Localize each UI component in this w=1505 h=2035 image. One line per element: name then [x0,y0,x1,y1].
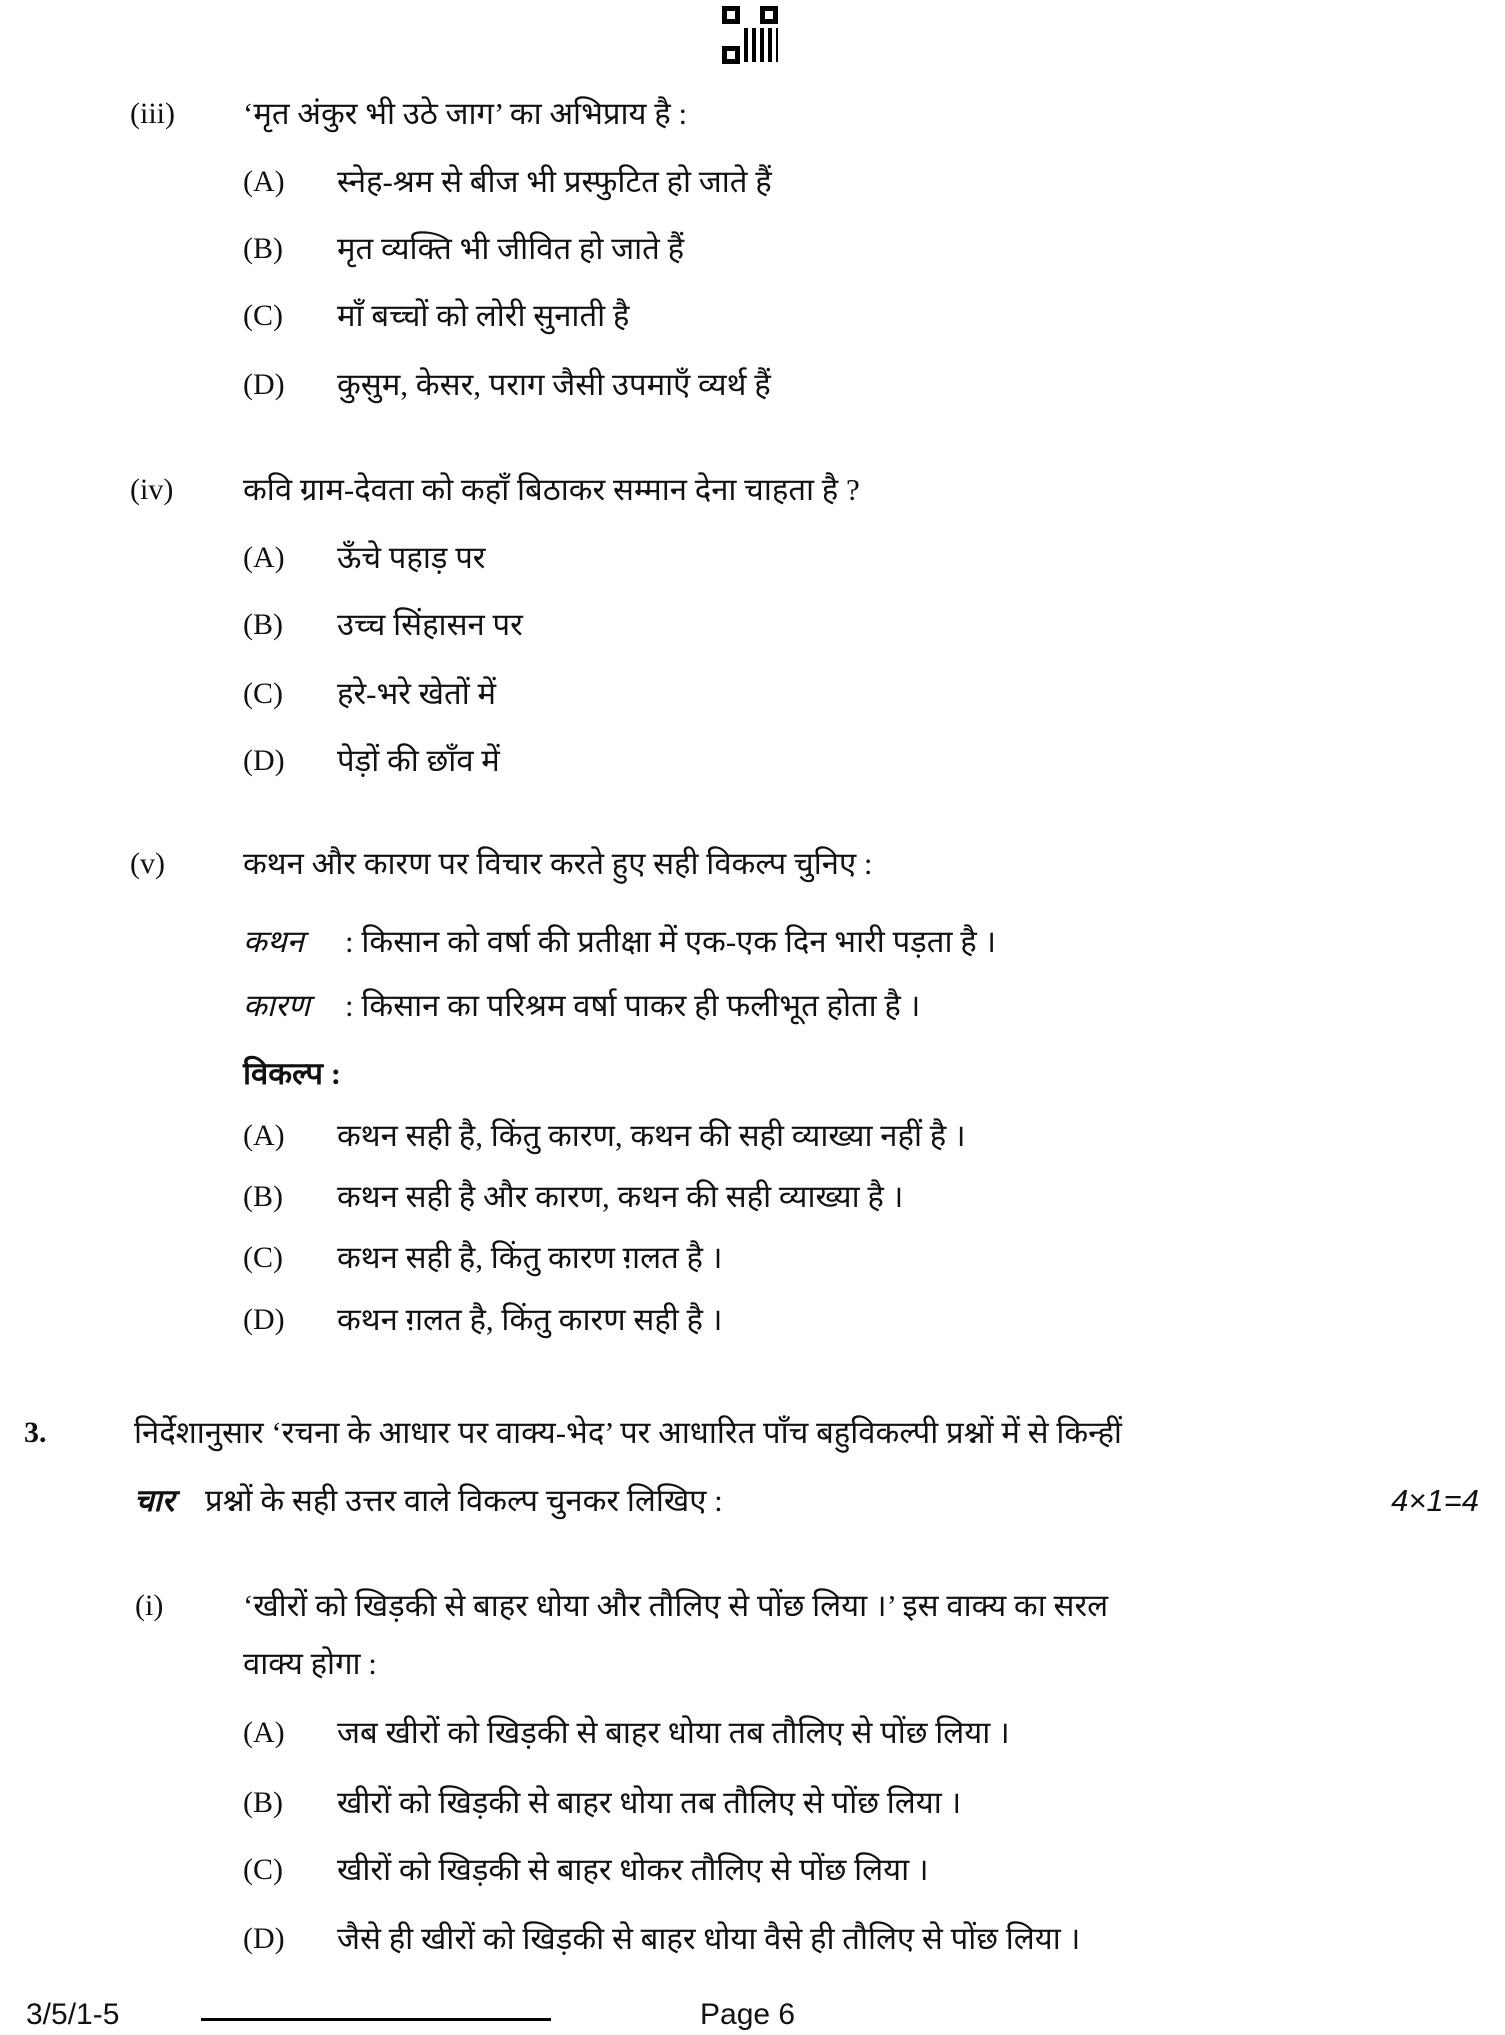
option-text: कथन सही है, किंतु कारण ग़लत है । [337,1240,723,1275]
option-label: (D) [243,368,285,401]
option-text: हरे-भरे खेतों में [337,676,497,711]
question-text: ‘मृत अंकुर भी उठे जाग’ का अभिप्राय है : [243,96,688,131]
option-text: जैसे ही खीरों को खिड़की से बाहर धोया वैसे ही तौलिए से पोंछ लिया । [337,1921,1081,1956]
option-label: (D) [243,1303,285,1336]
footer-divider [201,2018,551,2021]
option-text: कथन सही है, किंतु कारण, कथन की सही व्याख्या नहीं है । [337,1118,966,1153]
option-text: मृत व्यक्ति भी जीवित हो जाते हैं [337,231,685,266]
paper-code: 3/5/1-5 [26,1998,120,2031]
question-text: निर्देशानुसार ‘रचना के आधार पर वाक्य-भेद’ पर आधारित पाँच बहुविकल्पी प्रश्नों में से किन्हीं [134,1415,1122,1450]
option-text: खीरों को खिड़की से बाहर धोया तब तौलिए से पोंछ लिया । [337,1785,962,1820]
question-text: ‘खीरों को खिड़की से बाहर धोया और तौलिए से पोंछ लिया ।’ इस वाक्य का सरल [243,1588,1109,1623]
option-text: स्नेह-श्रम से बीज भी प्रस्फुटित हो जाते हैं [337,164,772,199]
option-label: (B) [243,1180,283,1213]
page-number: Page 6 [700,1998,796,2031]
question-number: (v) [130,847,165,880]
option-label: (C) [243,677,283,710]
option-text: जब खीरों को खिड़की से बाहर धोया तब तौलिए से पोंछ लिया । [337,1715,1010,1750]
option-text: ऊँचे पहाड़ पर [337,540,486,575]
reason-text: : किसान का परिश्रम वर्षा पाकर ही फलीभूत होता है । [345,988,921,1023]
option-label: (D) [243,744,285,777]
option-text: खीरों को खिड़की से बाहर धोकर तौलिए से पोंछ लिया । [337,1852,929,1887]
option-text: पेड़ों की छाँव में [337,743,500,778]
option-label: (B) [243,232,283,265]
option-text: कुसुम, केसर, पराग जैसी उपमाएँ व्यर्थ हैं [337,367,771,402]
question-text: प्रश्नों के सही उत्तर वाले विकल्प चुनकर लिखिए : [205,1483,723,1518]
option-label: (A) [243,165,285,198]
marks: 4×1=4 [1391,1483,1479,1518]
option-text: कथन ग़लत है, किंतु कारण सही है । [337,1302,723,1337]
question-number: (iv) [130,473,174,506]
option-label: (A) [243,541,285,574]
assertion-text: : किसान को वर्षा की प्रतीक्षा में एक-एक दिन भारी पड़ता है । [345,924,997,959]
option-label: (C) [243,1241,283,1274]
option-label: (B) [243,608,283,641]
option-label: (A) [243,1119,285,1152]
option-label: (B) [243,1786,283,1819]
option-text: माँ बच्चों को लोरी सुनाती है [337,298,630,333]
options-heading: विकल्प : [243,1056,342,1091]
assertion-label: कथन [243,924,304,959]
option-label: (C) [243,1853,283,1886]
option-text: उच्च सिंहासन पर [337,607,523,642]
question-number: (iii) [130,97,175,130]
option-label: (A) [243,1716,285,1749]
question-text: कथन और कारण पर विचार करते हुए सही विकल्प चुनिए : [243,846,873,881]
question-text: वाक्य होगा : [243,1646,377,1681]
question-text: कवि ग्राम-देवता को कहाँ बिठाकर सम्मान देना चाहता है ? [243,472,860,507]
question-emphasis: चार [134,1483,175,1518]
option-text: कथन सही है और कारण, कथन की सही व्याख्या है । [337,1179,904,1214]
question-number: 3. [24,1416,47,1449]
option-label: (D) [243,1922,285,1955]
reason-label: कारण [243,988,310,1023]
qr-code [722,6,778,64]
question-number: (i) [135,1589,164,1622]
option-label: (C) [243,299,283,332]
